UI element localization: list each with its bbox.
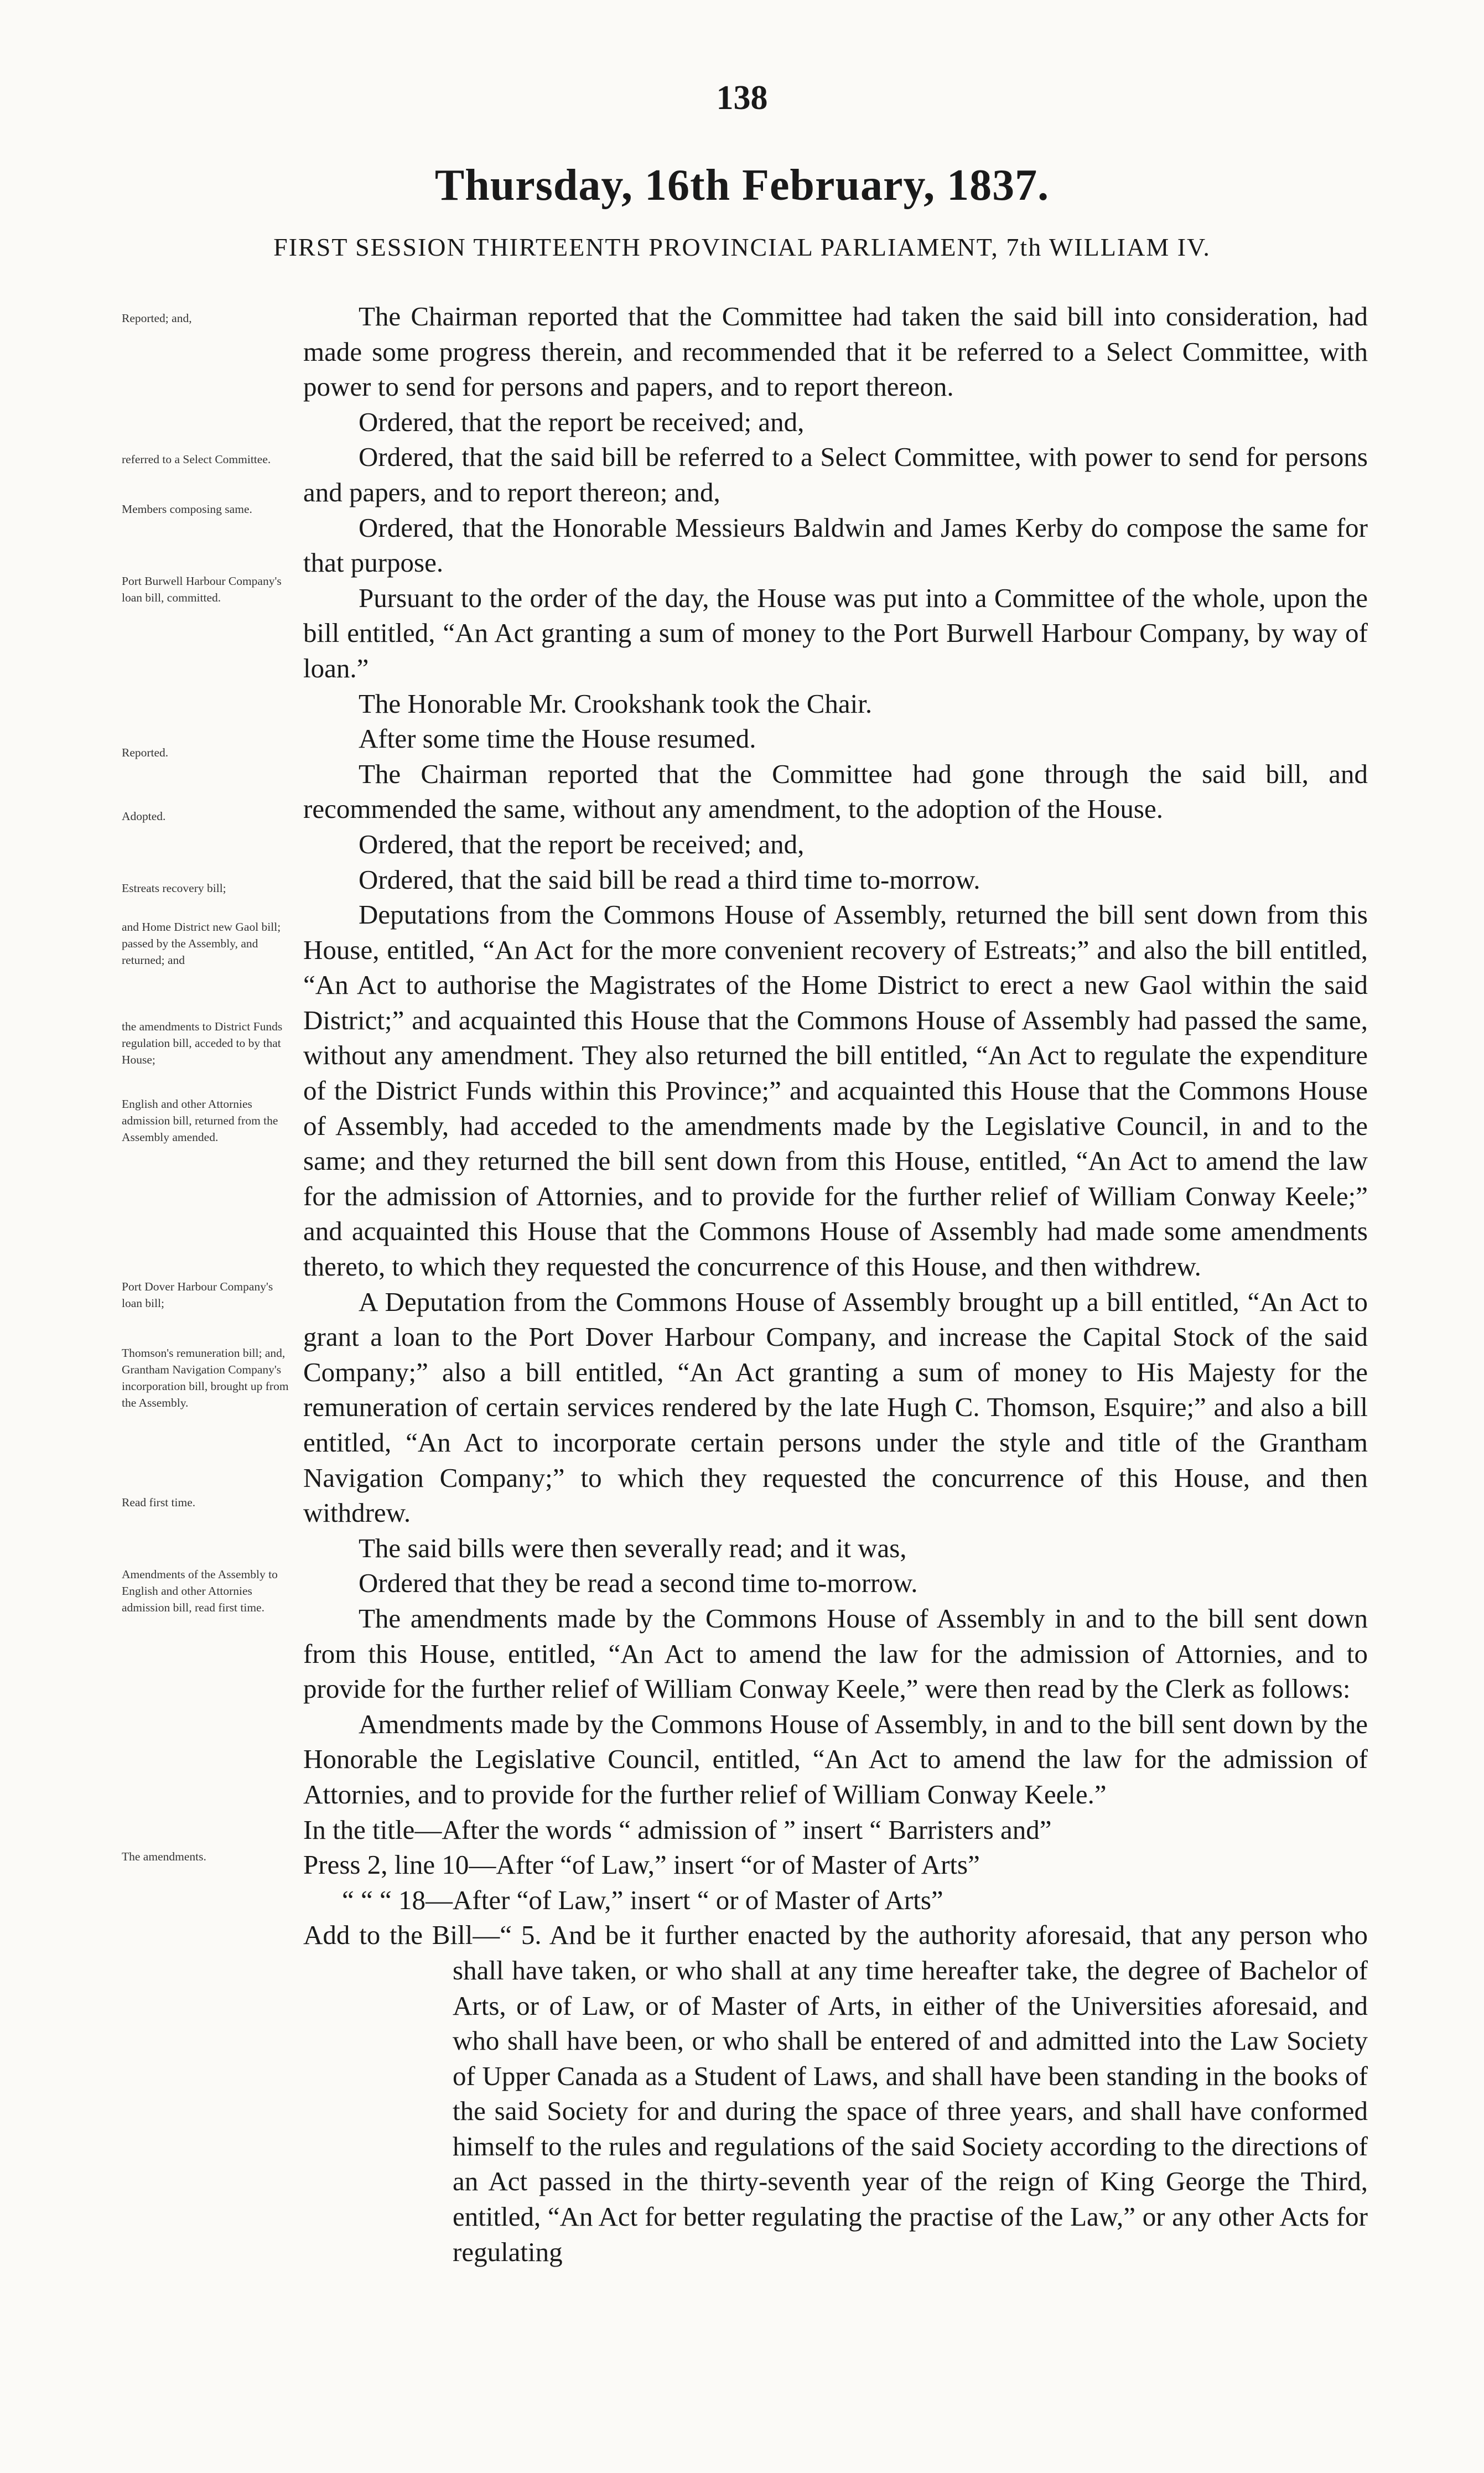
paragraph: The said bills were then severally read; and it was, — [359, 1532, 907, 1563]
paragraph: The amendments made by the Commons House of Assembly in and to the bill sent down from this House, entitled, “An Act to amend the law for the admission of Attornies, and to provide for the further relief of William Conway Keele,” were then read by the Clerk as follows: — [303, 1603, 1368, 1704]
margin-note: Reported. — [122, 746, 169, 759]
margin-note: Estreats recovery bill; — [122, 882, 226, 895]
paragraph: Pursuant to the order of the day, the House was put into a Committee of the whole, upon the bill entitled, “An Act granting a sum of money to the Port Burwell Harbour Company, by way of loan.” — [303, 582, 1368, 683]
margin-note: and Home District new Gaol bill; passed by the Assembly, and returned; and — [122, 920, 281, 967]
margin-note: Amendments of the Assembly to English and other Attornies admission bill, read first time. — [122, 1568, 278, 1614]
margin-note: Members composing same. — [122, 502, 252, 516]
paragraph: After some time the House resumed. — [359, 723, 756, 754]
margin-note: Port Dover Harbour Company's loan bill; — [122, 1280, 273, 1310]
page-number: 138 — [716, 79, 768, 117]
bill-clause: Add to the Bill—“ 5. And be it further enacted by the authority aforesaid, that any person who shall have taken, or who shall at any time hereafter take, the degree of Bachelor of Arts, or of Law, or of Master of Arts, in either of the Universities aforesaid, and who shall have been, or who shall be entered of and admitted into the Law Society of Upper Canada as a Student of Laws, and shall have been standing in the books of the said Society for and during the space of three years, and shall have conformed himself to the rules and regulations of the said Society according to the directions of an Act passed in the thirty-seventh year of the reign of King George the Third, entitled, “An Act for better regulating the practise of the Law,” or any other Acts for regulating — [303, 1920, 1368, 2267]
paragraph: Ordered, that the report be received; and, — [359, 406, 805, 437]
paragraph: The Chairman reported that the Committee had taken the said bill into consideration, had made some progress therein, and recommended that it be referred to a Select Committee, with power to send for persons and papers, and to report thereon. — [303, 301, 1368, 402]
amendment-line: In the title—After the words “ admission of ” insert “ Barristers and” — [303, 1814, 1052, 1845]
margin-note: English and other Attornies admission bill, returned from the Assembly amended. — [122, 1097, 278, 1144]
margin-note: the amendments to District Funds regulation bill, acceded to by that House; — [122, 1020, 283, 1066]
margin-note: Reported; and, — [122, 312, 192, 325]
margin-note: Thomson's remuneration bill; and, Grantham Navigation Company's incorporation bill, brought up from the Assembly. — [122, 1346, 289, 1409]
paragraph: The Honorable Mr. Crookshank took the Chair. — [359, 688, 873, 719]
paragraph: Deputations from the Commons House of Assembly, returned the bill sent down from this House, entitled, “An Act for the more convenient recovery of Estreats;” and also the bill entitled, “An Act to authorise the Magistrates of the Home District to erect a new Gaol within the said District;” and acquainted this House that the Commons House of Assembly had passed the same, without any amendment. They also returned the bill entitled, “An Act to regulate the expenditure of the District Funds within this Province;” and acquainted this House that the Commons House of Assembly, had acceded to the amendments made by the Legislative Council, in and to the same; and they returned the bill sent down from this House, entitled, “An Act to amend the law for the admission of Attornies, and to provide for the further relief of William Conway Keele;” and acquainted this House that the Commons House of Assembly had made some amendments thereto, to which they requested the concurrence of this House, and then withdrew. — [303, 899, 1368, 1282]
margin-note: referred to a Select Committee. — [122, 453, 271, 466]
paragraph: Amendments made by the Commons House of Assembly, in and to the bill sent down by the Honorable the Legislative Council, entitled, “An Act to amend the law for the admission of Attornies, and to provide for the further relief of William Conway Keele.” — [303, 1708, 1368, 1810]
margin-note: Read first time. — [122, 1496, 196, 1509]
paragraph: Ordered, that the said bill be read a third time to-morrow. — [359, 864, 980, 895]
margin-note: The amendments. — [122, 1850, 206, 1863]
margin-note: Port Burwell Harbour Company's loan bill, committed. — [122, 574, 282, 604]
paragraph: Ordered that they be read a second time to-morrow. — [359, 1568, 918, 1599]
paragraph: The Chairman reported that the Committee had gone through the said bill, and recommended the same, without any amendment, to the adoption of the House. — [303, 758, 1368, 825]
journal-body — [303, 299, 1368, 2269]
amendment-line: Press 2, line 10—After “of Law,” insert “or of Master of Arts” — [303, 1849, 980, 1880]
paragraph: Ordered, that the report be received; and, — [359, 828, 805, 859]
paragraph: A Deputation from the Commons House of Assembly brought up a bill entitled, “An Act to grant a loan to the Port Dover Harbour Company, and increase the Capital Stock of the said Company;” also a bill entitled, “An Act granting a sum of money to His Majesty for the remuneration of certain services rendered by the late Hugh C. Thomson, Esquire;” and also a bill entitled, “An Act to incorporate certain persons under the style and title of the Grantham Navigation Company;” to which they requested the concurrence of this House, and then withdrew. — [303, 1286, 1368, 1528]
page-date: Thursday, 16th February, 1837. — [434, 161, 1050, 210]
margin-note: Adopted. — [122, 810, 166, 823]
amendment-line: “ “ “ 18—After “of Law,” insert “ or of Master of Arts” — [342, 1884, 943, 1915]
paragraph: Ordered, that the said bill be referred to a Select Committee, with power to send for persons and papers, and to report thereon; and, — [303, 442, 1368, 507]
session-heading: FIRST SESSION THIRTEENTH PROVINCIAL PARLIAMENT, 7th WILLIAM IV. — [273, 233, 1211, 261]
paragraph: Ordered, that the Honorable Messieurs Baldwin and James Kerby do compose the same for that purpose. — [303, 512, 1368, 578]
